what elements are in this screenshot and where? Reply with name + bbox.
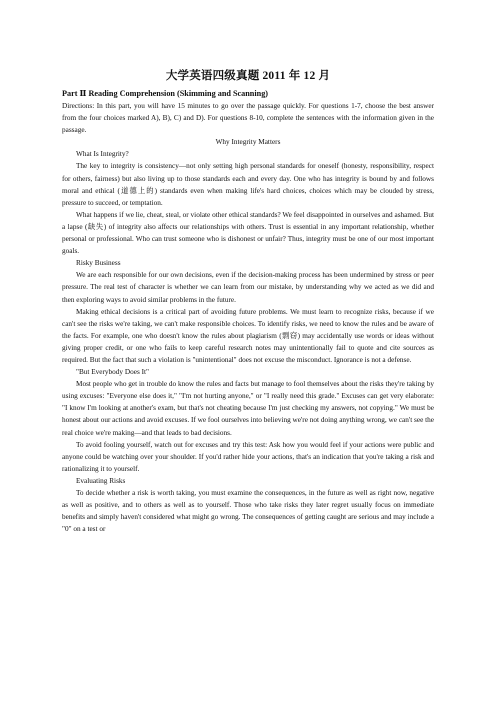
section-heading-integrity: What Is Integrity?	[76, 150, 129, 159]
paragraph: To decide whether a risk is worth taking, you must examine the consequences, in the future as well as right now, negative as well as positive, and to others as well as to yourself. Those who take risks they later regret usually focus on immediate benefits and simply haven't considered what might go wrong. The consequences of getting caught are serious and may include a "0" on a test or	[62, 489, 434, 534]
paragraph: Making ethical decisions is a critical part of avoiding future problems. We must learn to recognize risks, because if we can't see the risks we're taking, we can't make responsible choices. To identify risks, we need to know the rules and be aware of the facts. For example, one who doesn't know the rules about plagiarism (剽窃) may accidentally use words or ideas without giving proper credit, or one who fails to keep careful research notes may unintentionally fail to quote and cite sources as required. But the fact that such a violation is "unintentional" does not excuse the misconduct. Ignorance is not a defense.	[62, 307, 434, 364]
passage-title: Why Integrity Matters	[215, 138, 281, 147]
passage-body	[62, 100, 434, 535]
section-heading-evaluating-risks: Evaluating Risks	[76, 476, 126, 485]
paragraph: To avoid fooling yourself, watch out for excuses and try this test: Ask how you would feel if your actions were public and anyone could be watching over your shoulder. If you'd rather hide your actions, that's an indication that you're taking a risk and rationalizing it to yourself.	[62, 440, 434, 473]
paragraph: Most people who get in trouble do know the rules and facts but manage to fool themselves about the risks they're taking by using excuses: "Everyone else does it," "I'm not hurting anyone," or "I really need this grade." Excuses can get very elaborate: "I know I'm looking at another's exam, but that's not cheating because I'm just checking my answers, not copying." We must be honest about our actions and avoid excuses. If we fool ourselves into believing we're not doing anything wrong, we can't see the real choice we're making—and that leads to bad decisions.	[62, 380, 434, 437]
paragraph: We are each responsible for our own decisions, even if the decision-making process has been undermined by stress or peer pressure. The real test of character is whether we can learn from our mistake, by understanding why we acted as we did and then exploring ways to avoid similar problems in the future.	[62, 271, 434, 304]
document-title: 大学英语四级真题 2011 年 12 月	[165, 70, 331, 82]
paragraph: What happens if we lie, cheat, steal, or violate other ethical standards? We feel disappointed in ourselves and ashamed. But a lapse (缺失) of integrity also affects our relationships with others. Trust is essential in any important relationship, whether personal or professional. Who can trust someone who is dishonest or unfair? Thus, integrity must be one of our most important goals.	[62, 210, 434, 256]
section-heading-everybody-does-it: "But Everybody Does It"	[76, 368, 149, 377]
part-heading: Part Ⅱ Reading Comprehension (Skimming and Scanning)	[62, 89, 269, 98]
section-heading-risky-business: Risky Business	[76, 259, 121, 268]
directions-text: Directions: In this part, you will have 15 minutes to go over the passage quickly. For questions 1-7, choose the best answer from the four choices marked A), B), C) and D). For questions 8-10, complete the sentences with the information given in the passage.	[62, 102, 434, 135]
paragraph: The key to integrity is consistency—not only setting high personal standards for oneself (honesty, responsibility, respect for others, fairness) but also living up to those standards each and every day. One who has integrity is bound by and follows moral and ethical (道德上的) standards even when making life's hard choices, choices which may be clouded by stress, pressure to succeed, or temptation.	[62, 162, 434, 207]
